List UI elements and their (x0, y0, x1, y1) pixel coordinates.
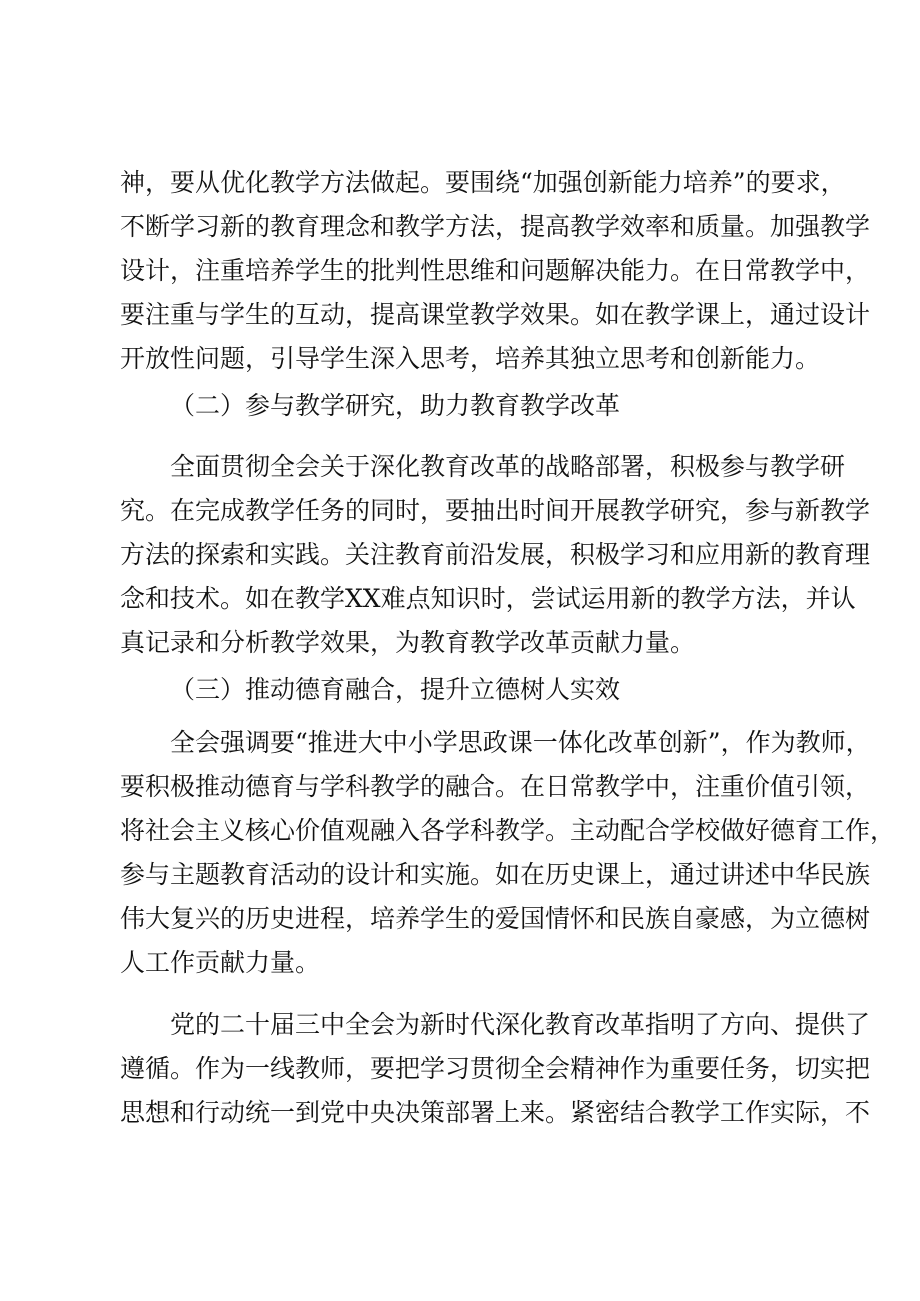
text-line: 开放性问题，引导学生深入思考，培养其独立思考和创新能力。 (120, 344, 821, 373)
text-line: 设计，注重培养学生的批判性思维和问题解决能力。在日常教学中， (120, 256, 871, 285)
text-line: 遵循。作为一线教师，要把学习贯彻全会精神作为重要任务，切实把 (120, 1054, 871, 1083)
text-line: 全面贯彻全会关于深化教育改革的战略部署，积极参与教学研 (170, 452, 846, 481)
text-line: 参与主题教育活动的设计和实施。如在历史课上，通过讲述中华民族 (120, 860, 871, 889)
section-heading-2: （二）参与教学研究，助力教育教学改革 (170, 391, 621, 420)
text-line: 将社会主义核心价值观融入各学科教学。主动配合学校做好德育工作， (120, 816, 896, 845)
text-line: 神，要从优化教学方法做起。要围绕“加强创新能力培养”的要求， (120, 168, 846, 197)
text-line: 思想和行动统一到党中央决策部署上来。紧密结合教学工作实际，不 (120, 1098, 871, 1127)
text-line: 方法的探索和实践。关注教育前沿发展，积极学习和应用新的教育理 (120, 540, 871, 569)
text-line: 伟大复兴的历史进程，培养学生的爱国情怀和民族自豪感，为立德树 (120, 904, 871, 933)
text-line: 究。在完成教学任务的同时，要抽出时间开展教学研究，参与新教学 (120, 496, 871, 525)
text-line: 真记录和分析教学效果，为教育教学改革贡献力量。 (120, 628, 696, 657)
text-line: 不断学习新的教育理念和教学方法，提高教学效率和质量。加强教学 (120, 212, 871, 241)
text-line: 要积极推动德育与学科教学的融合。在日常教学中，注重价值引领， (120, 772, 871, 801)
text-line: 念和技术。如在教学XX难点知识时，尝试运用新的教学方法，并认 (120, 584, 856, 613)
text-line: 党的二十届三中全会为新时代深化教育改革指明了方向、提供了 (170, 1010, 871, 1039)
section-heading-3: （三）推动德育融合，提升立德树人实效 (170, 675, 621, 704)
text-line: 人工作贡献力量。 (120, 948, 321, 977)
text-line: 全会强调要“推进大中小学思政课一体化改革创新”，作为教师， (170, 728, 871, 757)
text-line: 要注重与学生的互动，提高课堂教学效果。如在教学课上，通过设计 (120, 300, 871, 329)
